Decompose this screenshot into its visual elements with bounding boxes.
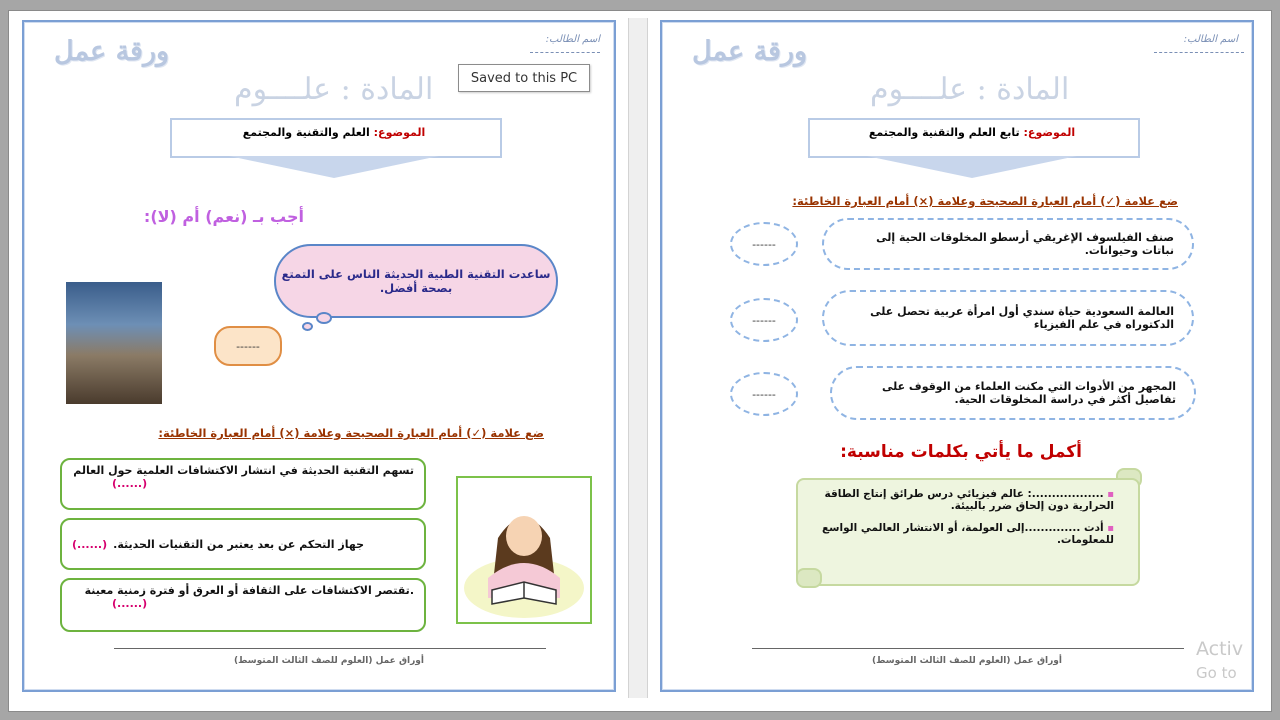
topic <box>174 126 494 139</box>
statement-text-1: تسهم التقنية الحديثة في انتشار الاكتشافات العلمية حول العالم <box>73 464 414 477</box>
page-footer: أوراق عمل (العلوم للصف الثالث المتوسط) <box>872 656 1062 666</box>
saved-notification: Saved to this PC <box>458 64 590 92</box>
subject-title: المادة : علــــوم <box>234 72 434 107</box>
answer-instruction: أجب بـ (نعم) أم (لا): <box>143 207 304 226</box>
subject-title: المادة : علــــوم <box>870 72 1070 107</box>
statement-text-3: تقتصر الاكتشافات على الثقافة أو العرق أو فترة زمنية معينة. <box>84 584 414 597</box>
statement-2: العالمة السعودية حياة سندي أول امرأة عربية تحصل على الدكتوراه في علم الفيزياء <box>822 290 1194 346</box>
cloud-tail <box>316 312 332 324</box>
topic-label: الموضوع: <box>1023 126 1076 139</box>
complete-item-2: ▪ أدت ..............إلى العولمة، أو الانتشار العالمي الواسع للمعلومات. <box>822 522 1114 546</box>
student-name-line <box>1154 52 1244 53</box>
statement-box-3 <box>60 578 426 632</box>
activation-watermark-line1: Activ <box>1196 638 1244 660</box>
statement-blank-2: (......) <box>72 537 108 551</box>
cloud-tail-small <box>302 322 313 331</box>
bullet-icon: ▪ <box>1107 489 1114 500</box>
reading-girl-image <box>456 476 592 624</box>
topic-label: الموضوع: <box>373 126 426 139</box>
worksheet-page-left <box>22 20 616 692</box>
student-name-label: اسم الطالب: <box>1183 34 1238 45</box>
statement-blank-1: (......) <box>112 477 148 490</box>
activation-watermark-line2: Go to <box>1196 664 1237 682</box>
bullet-icon: ▪ <box>1107 523 1114 534</box>
topic-value: العلم والتقنية والمجتمع <box>242 126 370 139</box>
topic-value: تابع العلم والتقنية والمجتمع <box>868 126 1020 139</box>
answer-oval-1: ------ <box>730 222 798 266</box>
ship-photo <box>66 282 162 404</box>
student-name-label: اسم الطالب: <box>545 34 600 45</box>
topic <box>812 126 1132 139</box>
answer-oval-3: ------ <box>730 372 798 416</box>
worksheet-page-right <box>660 20 1254 692</box>
page-gutter <box>628 18 648 698</box>
true-false-heading: ضع علامة (✓) أمام العبارة الصحيحة وعلامة (×) أمام العبارة الخاطئة: <box>792 194 1178 208</box>
worksheet-title: ورقة عمل <box>692 36 808 67</box>
topic-arrow <box>229 156 439 178</box>
topic-arrow <box>867 156 1077 178</box>
statement-box-1 <box>60 458 426 510</box>
footer-line <box>752 648 1184 649</box>
answer-blank-box: ------ <box>214 326 282 366</box>
reading-girl-illustration <box>458 478 590 622</box>
complete-list <box>814 488 1114 546</box>
cloud-statement: ساعدت التقنية الطبية الحديثة الناس على التمتع بصحة أفضل. <box>274 244 558 318</box>
statement-text-2: جهاز التحكم عن بعد يعتبر من التقنيات الحديثة. <box>113 537 365 551</box>
statement-box-2 <box>60 518 426 570</box>
true-false-heading: ضع علامة (✓) أمام العبارة الصحيحة وعلامة (×) أمام العبارة الخاطئة: <box>158 426 544 440</box>
statement-3: المجهر من الأدوات التي مكنت العلماء من الوقوف على تفاصيل أكثر في دراسة المخلوقات الحية. <box>830 366 1196 420</box>
complete-heading: أكمل ما يأتي بكلمات مناسبة: <box>840 442 1082 462</box>
footer-line <box>114 648 546 649</box>
complete-item-1: ▪ ..................: عالم فيزيائي درس طرائق إنتاج الطاقة الحرارية دون إلحاق ضرر بالبيئة. <box>824 488 1114 512</box>
worksheet-title: ورقة عمل <box>54 36 170 67</box>
statement-blank-3: (......) <box>112 597 148 610</box>
answer-oval-2: ------ <box>730 298 798 342</box>
statement-1: صنف الفيلسوف الإغريقي أرسطو المخلوقات الحية إلى نباتات وحيوانات. <box>822 218 1194 270</box>
scroll-cap-bottom <box>796 568 822 588</box>
page-footer: أوراق عمل (العلوم للصف الثالث المتوسط) <box>234 656 424 666</box>
student-name-line <box>530 52 600 53</box>
